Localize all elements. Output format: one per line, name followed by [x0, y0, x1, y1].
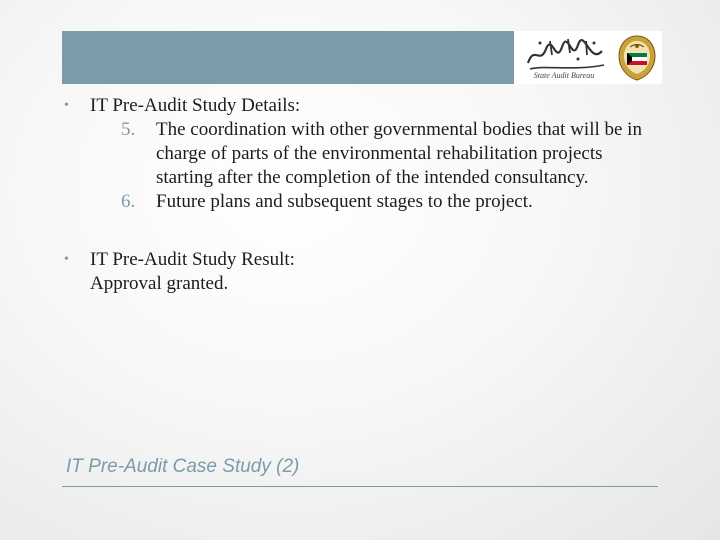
- result-text: Approval granted.: [90, 273, 229, 294]
- slide-content: [62, 94, 662, 296]
- section-result-title: IT Pre-Audit Study Result:: [90, 249, 295, 270]
- list-item: [62, 118, 662, 190]
- section-details-title: IT Pre-Audit Study Details:: [90, 95, 301, 116]
- footer-divider: [62, 486, 658, 487]
- section-details-heading: [62, 94, 662, 118]
- list-item-number: 6.: [121, 191, 136, 212]
- details-list: [62, 118, 662, 214]
- logo-subtitle: State Audit Bureau: [533, 71, 595, 80]
- list-item: [62, 190, 662, 214]
- header-bar: [62, 31, 514, 84]
- slide-footer-title: IT Pre-Audit Case Study (2): [66, 456, 300, 477]
- logo-area: [514, 31, 662, 84]
- list-item-number: 5.: [121, 119, 136, 140]
- section-result-heading: [62, 248, 662, 272]
- kuwait-emblem-icon: [614, 33, 660, 83]
- bullet-icon: •: [64, 252, 69, 267]
- list-item-text: The coordination with other governmental bodies that will be in charge of parts of the environmental rehabilitation projects starting after the completion of the intended consultancy.: [156, 119, 642, 188]
- list-item-text: Future plans and subsequent stages to the project.: [156, 191, 533, 212]
- arabic-calligraphy-logo: [520, 35, 610, 75]
- bullet-icon: •: [64, 98, 69, 113]
